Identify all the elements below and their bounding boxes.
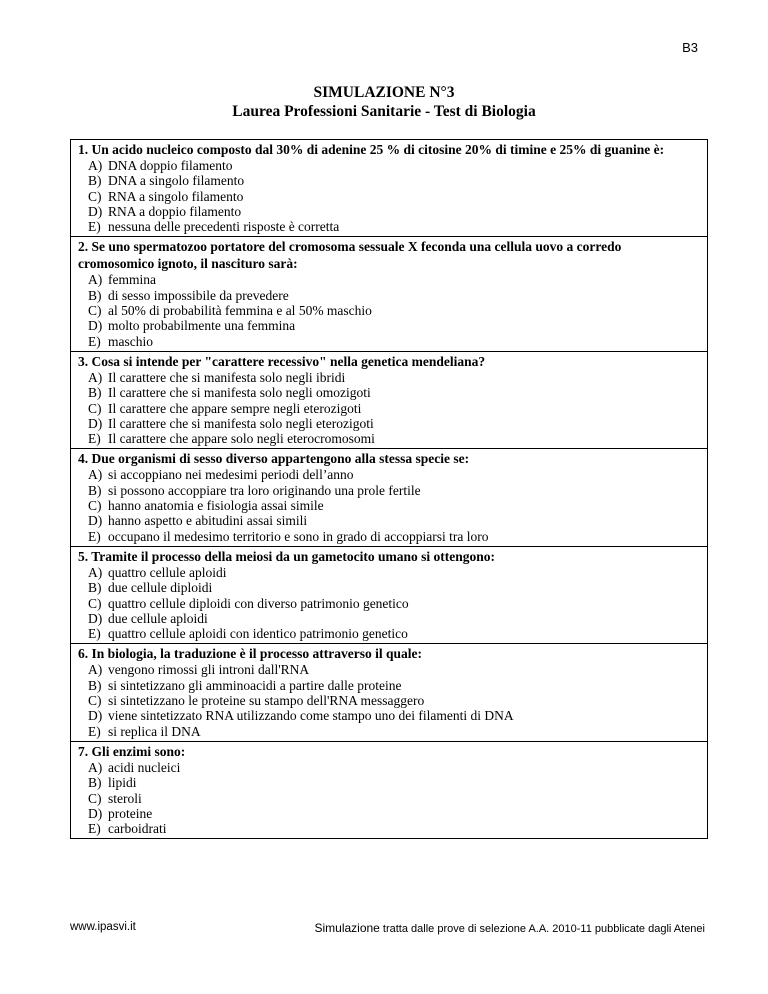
option-text: carboidrati	[108, 821, 167, 837]
answer-option	[78, 204, 700, 219]
answer-option	[78, 596, 700, 611]
answer-option	[78, 611, 700, 626]
footer-website: www.ipasvi.it	[70, 921, 136, 933]
answer-option	[78, 806, 700, 821]
option-letter: E)	[88, 723, 101, 739]
option-letter: B)	[88, 775, 102, 791]
question-block	[71, 448, 707, 545]
option-text: Il carattere che si manifesta solo negli ibridi	[108, 369, 346, 385]
option-letter: B)	[88, 677, 102, 693]
title-line-2: Laurea Professioni Sanitarie - Test di Biologia	[232, 103, 536, 120]
option-letter: D)	[88, 805, 103, 821]
option-letter: C)	[88, 693, 102, 709]
option-letter: E)	[88, 431, 101, 447]
answer-option	[78, 219, 700, 234]
option-text: di sesso impossibile da prevedere	[108, 287, 289, 303]
option-letter: D)	[88, 708, 103, 724]
footer-source-prefix: Simulazione	[314, 921, 380, 935]
question-block	[71, 140, 707, 236]
answer-option	[78, 662, 700, 677]
option-text: Il carattere che si manifesta solo negli eterozigoti	[108, 415, 374, 431]
option-letter: A)	[88, 662, 103, 678]
answer-option	[78, 173, 700, 188]
option-letter: A)	[88, 467, 103, 483]
option-letter: E)	[88, 626, 101, 642]
answer-option	[78, 303, 700, 318]
option-letter: B)	[88, 287, 102, 303]
option-text: steroli	[108, 790, 142, 806]
option-letter: B)	[88, 580, 102, 596]
option-letter: C)	[88, 400, 102, 416]
option-text: si possono accoppiare tra loro originando una prole fertile	[108, 482, 421, 498]
option-text: quattro cellule diploidi con diverso patrimonio genetico	[108, 595, 409, 611]
question-block	[71, 643, 707, 740]
answer-option	[78, 678, 700, 693]
title-line-1: SIMULAZIONE N°3	[313, 84, 455, 101]
answer-option	[78, 724, 700, 739]
question-text: 1. Un acido nucleico composto dal 30% di adenine 25 % di citosine 20% di timine e 25% di guanine è:	[78, 142, 665, 157]
option-text: vengono rimossi gli introni dall'RNA	[108, 662, 310, 678]
answer-option	[78, 791, 700, 806]
answer-option	[78, 385, 700, 400]
answer-option	[78, 775, 700, 790]
option-letter: A)	[88, 158, 103, 173]
option-letter: B)	[88, 385, 102, 401]
option-letter: D)	[88, 415, 103, 431]
option-text: si sintetizzano gli amminoacidi a partire dalle proteine	[108, 677, 402, 693]
answer-option	[78, 467, 700, 482]
option-text: nessuna delle precedenti risposte è corretta	[108, 219, 340, 235]
option-text: DNA a singolo filamento	[108, 173, 245, 189]
answer-option	[78, 529, 700, 544]
questions-table	[70, 139, 708, 839]
option-letter: B)	[88, 173, 102, 189]
question-block	[71, 741, 707, 838]
page-title	[0, 83, 768, 121]
answer-option	[78, 272, 700, 287]
option-text: Il carattere che si manifesta solo negli omozigoti	[108, 385, 371, 401]
answer-option	[78, 513, 700, 528]
question-text: 6. In biologia, la traduzione è il processo attraverso il quale:	[78, 646, 422, 662]
option-text: hanno aspetto e abitudini assai simili	[108, 513, 308, 529]
option-letter: A)	[88, 564, 103, 580]
option-letter: D)	[88, 513, 103, 529]
answer-option	[78, 318, 700, 333]
option-text: hanno anatomia e fisiologia assai simile	[108, 498, 324, 514]
answer-option	[78, 693, 700, 708]
option-text: si replica il DNA	[108, 723, 201, 739]
answer-option	[78, 401, 700, 416]
option-letter: C)	[88, 188, 102, 204]
option-text: molto probabilmente una femmina	[108, 318, 296, 334]
answer-option	[78, 370, 700, 385]
question-text: 4. Due organismi di sesso diverso appartengono alla stessa specie se:	[78, 451, 470, 467]
answer-option	[78, 760, 700, 775]
page-code: B3	[682, 40, 698, 55]
option-text: viene sintetizzato RNA utilizzando come stampo uno dei filamenti di DNA	[108, 708, 514, 724]
answer-option	[78, 565, 700, 580]
option-text: due cellule aploidi	[108, 610, 208, 626]
option-letter: B)	[88, 482, 102, 498]
option-letter: C)	[88, 498, 102, 514]
option-text: RNA a singolo filamento	[108, 188, 244, 204]
question-text: 5. Tramite il processo della meiosi da un gametocito umano si ottengono:	[78, 548, 495, 564]
option-letter: E)	[88, 333, 101, 349]
option-letter: C)	[88, 303, 102, 319]
option-text: RNA a doppio filamento	[108, 203, 242, 219]
question-block	[71, 351, 707, 448]
answer-option	[78, 334, 700, 349]
option-text: DNA doppio filamento	[108, 158, 233, 173]
option-letter: E)	[88, 528, 101, 544]
option-text: maschio	[108, 333, 153, 349]
option-letter: D)	[88, 318, 103, 334]
footer-source-rest: tratta dalle prove di selezione A.A. 2010-11 pubblicate dagli Atenei	[379, 923, 705, 935]
answer-option	[78, 498, 700, 513]
option-text: Il carattere che appare solo negli eterocromosomi	[108, 431, 375, 447]
option-text: proteine	[108, 805, 153, 821]
option-text: si accoppiano nei medesimi periodi dell’anno	[108, 467, 354, 483]
option-text: due cellule diploidi	[108, 580, 213, 596]
answer-option	[78, 288, 700, 303]
option-text: quattro cellule aploidi con identico patrimonio genetico	[108, 626, 408, 642]
option-text: quattro cellule aploidi	[108, 564, 227, 580]
option-letter: E)	[88, 219, 101, 235]
question-text: 2. Se uno spermatozoo portatore del cromosoma sessuale X feconda una cellula uovo a corredo cromosomico ignoto, il nascituro sarà:	[78, 239, 622, 272]
question-text: 3. Cosa si intende per "carattere recessivo" nella genetica mendeliana?	[78, 353, 486, 369]
answer-option	[78, 821, 700, 836]
answer-option	[78, 416, 700, 431]
option-text: Il carattere che appare sempre negli eterozigoti	[108, 400, 362, 416]
answer-option	[78, 708, 700, 723]
option-text: lipidi	[108, 775, 137, 791]
question-block	[71, 546, 707, 643]
option-letter: A)	[88, 369, 103, 385]
answer-option	[78, 158, 700, 173]
option-text: occupano il medesimo territorio e sono in grado di accoppiarsi tra loro	[108, 528, 489, 544]
option-text: acidi nucleici	[108, 759, 181, 775]
answer-option	[78, 580, 700, 595]
option-letter: C)	[88, 595, 102, 611]
question-block	[71, 236, 707, 350]
option-letter: A)	[88, 759, 103, 775]
answer-option	[78, 431, 700, 446]
option-text: al 50% di probabilità femmina e al 50% maschio	[108, 303, 372, 319]
answer-option	[78, 626, 700, 641]
footer-source-note	[314, 921, 705, 935]
option-text: si sintetizzano le proteine su stampo dell'RNA messaggero	[108, 693, 425, 709]
option-letter: D)	[88, 203, 103, 219]
option-letter: A)	[88, 272, 103, 288]
option-letter: C)	[88, 790, 102, 806]
option-letter: D)	[88, 610, 103, 626]
option-letter: E)	[88, 821, 101, 837]
answer-option	[78, 483, 700, 498]
question-text: 7. Gli enzimi sono:	[78, 743, 186, 759]
answer-option	[78, 189, 700, 204]
option-text: femmina	[108, 272, 156, 288]
